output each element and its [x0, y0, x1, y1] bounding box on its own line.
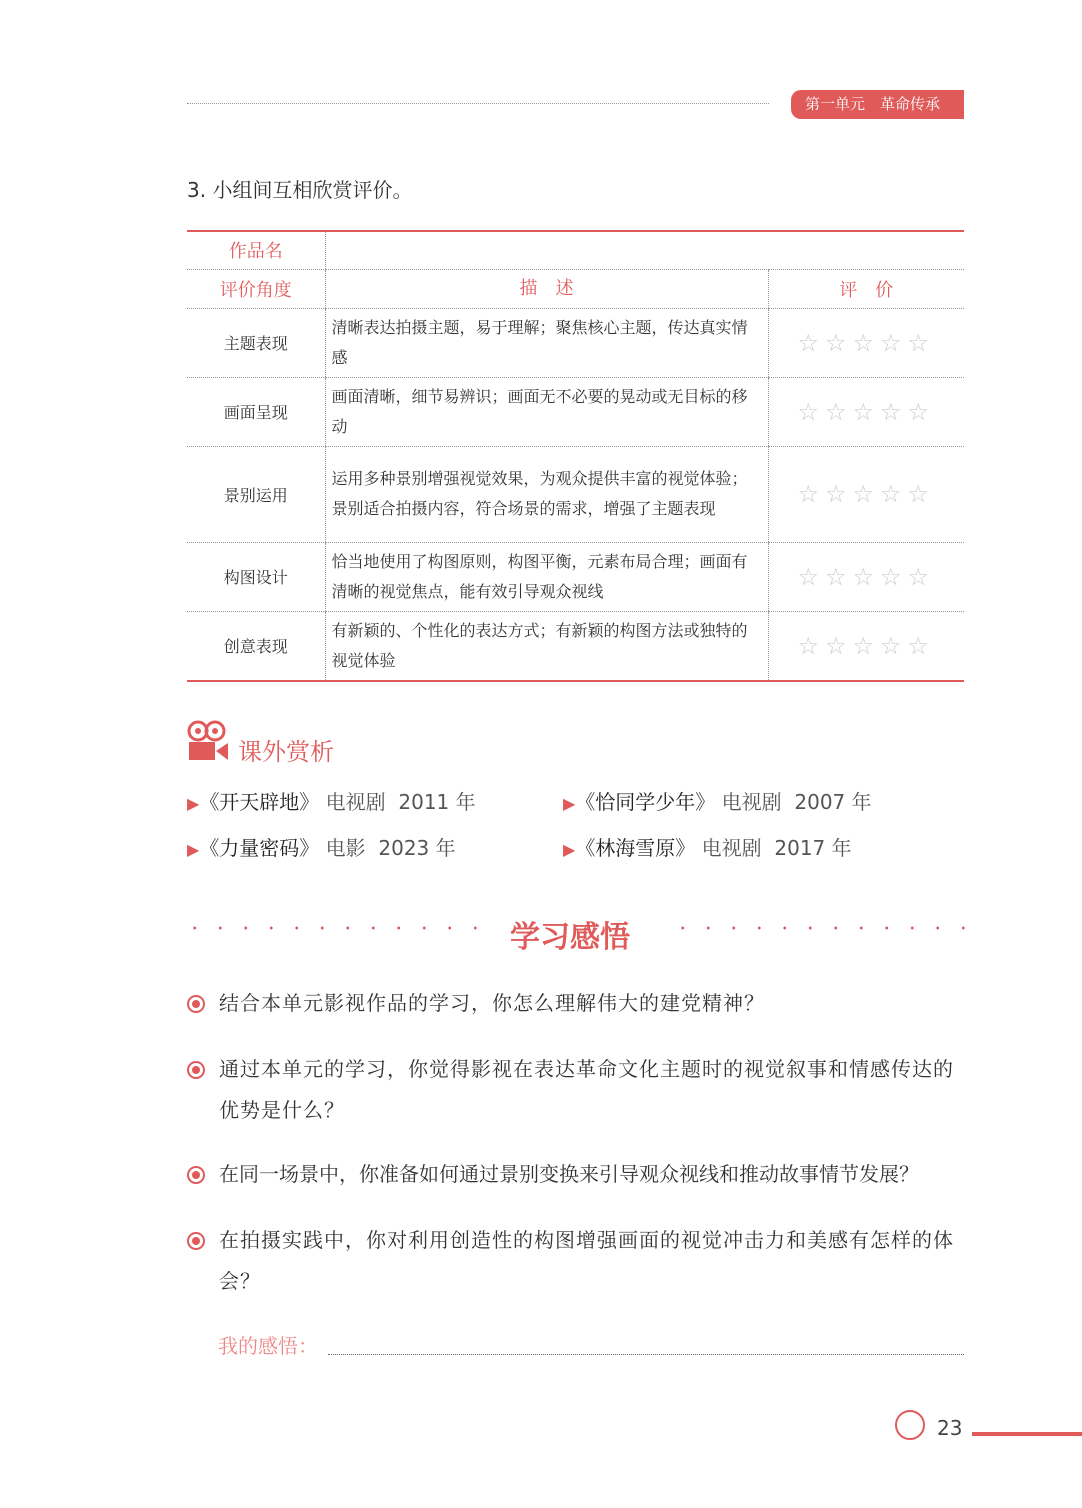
table-row: [187, 377, 964, 446]
description: 清晰表达拍摄主题，易于理解；聚焦核心主题，传达真实情感: [325, 308, 768, 377]
col-desc: 描 述: [325, 269, 768, 308]
film-meta: 电影 2023 年: [319, 836, 456, 860]
reflection-title: 学习感悟: [510, 920, 630, 955]
film-meta: 电视剧 2011 年: [319, 790, 476, 814]
evaluation-table: [187, 230, 964, 682]
triangle-bullet-icon: ▶: [563, 794, 576, 813]
question-item: [187, 1220, 972, 1302]
question-text: 在拍摄实践中，你对利用创造性的构图增强画面的视觉冲击力和美感有怎样的体会？: [219, 1228, 954, 1293]
table-row: [187, 446, 964, 542]
film-title: 《力量密码》: [199, 836, 320, 860]
description: 运用多种景别增强视觉效果，为观众提供丰富的视觉体验；景别适合拍摄内容，符合场景的需求，增强了主题表现: [325, 446, 768, 542]
aspect: 画面呈现: [187, 377, 325, 446]
header-divider: [187, 103, 769, 104]
my-reflection-input[interactable]: [328, 1354, 964, 1356]
page-number: 23: [937, 1416, 963, 1440]
description: 画面清晰，细节易辨识；画面无不必要的晃动或无目标的移动: [325, 377, 768, 446]
col-rating: 评 价: [768, 269, 964, 308]
description: 恰当地使用了构图原则，构图平衡，元素布局合理；画面有清晰的视觉焦点，能有效引导观众视线: [325, 542, 768, 611]
film-meta: 电视剧 2017 年: [695, 836, 852, 860]
bullet-circle-icon: [187, 995, 205, 1013]
extra-title: 课外赏析: [238, 738, 334, 766]
my-reflection-label: 我的感悟：: [218, 1334, 318, 1358]
star-rating[interactable]: ☆☆☆☆☆: [768, 308, 964, 377]
aspect: 构图设计: [187, 542, 325, 611]
unit-tag: 第一单元 革命传承: [791, 90, 964, 119]
footer-bar: [972, 1432, 1082, 1436]
film-reel-icon: [895, 1410, 925, 1440]
question-text: 结合本单元影视作品的学习，你怎么理解伟大的建党精神？: [219, 991, 765, 1015]
film-item: [563, 786, 872, 815]
star-rating[interactable]: ☆☆☆☆☆: [768, 377, 964, 446]
aspect: 主题表现: [187, 308, 325, 377]
star-rating[interactable]: ☆☆☆☆☆: [768, 446, 964, 542]
film-meta: 电视剧 2007 年: [715, 790, 872, 814]
dot-decoration-left: [182, 914, 482, 944]
film-title: 《恰同学少年》: [575, 790, 716, 814]
star-rating[interactable]: ☆☆☆☆☆: [768, 542, 964, 611]
film-item: [187, 786, 476, 815]
dot-decoration-right: [670, 914, 970, 944]
question-text: 通过本单元的学习，你觉得影视在表达革命文化主题时的视觉叙事和情感传达的优势是什么？: [219, 1057, 954, 1122]
film-title: 《林海雪原》: [575, 836, 696, 860]
table-row: [187, 308, 964, 377]
aspect: 景别运用: [187, 446, 325, 542]
description: 有新颖的、个性化的表达方式；有新颖的构图方法或独特的视觉体验: [325, 611, 768, 681]
film-item: [563, 832, 852, 861]
task-heading: 3. 小组间互相欣赏评价。: [187, 178, 413, 202]
film-item: [187, 832, 456, 861]
work-name-field[interactable]: [325, 231, 964, 269]
aspect: 创意表现: [187, 611, 325, 681]
film-title: 《开天辟地》: [199, 790, 320, 814]
triangle-bullet-icon: ▶: [187, 840, 200, 859]
question-item: [187, 1154, 987, 1195]
table-row: [187, 542, 964, 611]
bullet-circle-icon: [187, 1166, 205, 1184]
question-item: [187, 1049, 972, 1131]
bullet-circle-icon: [187, 1232, 205, 1250]
bullet-circle-icon: [187, 1061, 205, 1079]
film-camera-icon: [186, 720, 230, 762]
triangle-bullet-icon: ▶: [187, 794, 200, 813]
triangle-bullet-icon: ▶: [563, 840, 576, 859]
question-text: 在同一场景中，你准备如何通过景别变换来引导观众视线和推动故事情节发展？: [219, 1162, 919, 1186]
work-name-label: 作品名: [187, 231, 325, 269]
star-rating[interactable]: ☆☆☆☆☆: [768, 611, 964, 681]
col-aspect: 评价角度: [187, 269, 325, 308]
question-item: [187, 983, 972, 1024]
table-row: [187, 611, 964, 681]
